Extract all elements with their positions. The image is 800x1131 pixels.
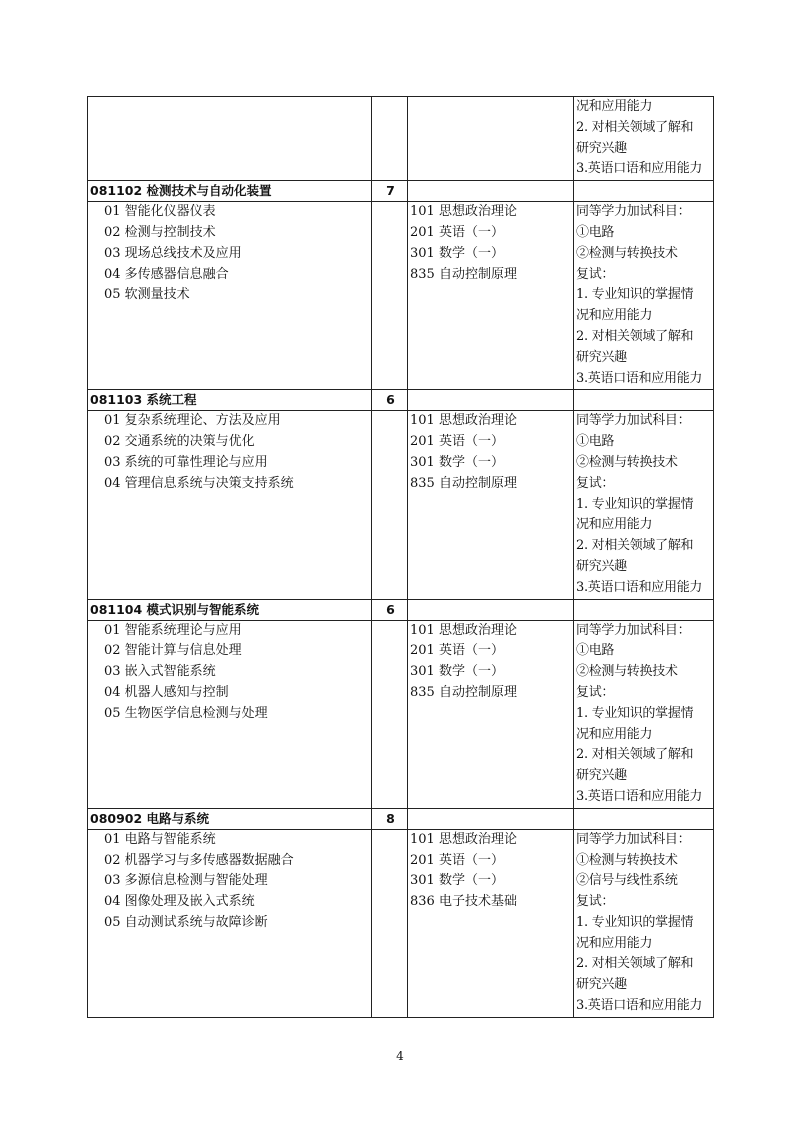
- major-code-name: 080902 电路与系统: [88, 808, 372, 829]
- header-blank-cell: [574, 181, 714, 202]
- header-blank-cell: [408, 808, 574, 829]
- major-code-name: 081102 检测技术与自动化装置: [88, 181, 372, 202]
- header-blank-cell: [574, 808, 714, 829]
- note-line: 况和应用能力: [576, 517, 653, 533]
- direction-item: 04 多传感器信息融合: [104, 266, 229, 282]
- direction-item: 02 交通系统的决策与优化: [104, 434, 255, 450]
- exam-subjects: [408, 411, 574, 599]
- note-line: ①电路: [576, 643, 615, 659]
- header-blank-cell: [408, 181, 574, 202]
- exam-item: 101 思想政治理论: [410, 831, 517, 847]
- note-line: 2. 对相关领域了解和: [576, 119, 694, 135]
- header-blank-cell: [408, 599, 574, 620]
- exam-item: 201 英语（一）: [410, 852, 504, 868]
- remarks: [574, 829, 714, 1017]
- major-quota: 6: [372, 390, 408, 411]
- note-line: ①电路: [576, 434, 615, 450]
- note-line: 2. 对相关领域了解和: [576, 328, 694, 344]
- major-header-row: [88, 181, 714, 202]
- major-quota: 8: [372, 808, 408, 829]
- exam-subjects: [408, 202, 574, 390]
- note-line: 复试：: [576, 684, 615, 700]
- note-line: 3.英语口语和应用能力: [576, 370, 703, 386]
- remarks: [574, 202, 714, 390]
- exam-item: 835 自动控制原理: [410, 684, 517, 700]
- major-code-name: 081104 模式识别与智能系统: [88, 599, 372, 620]
- direction-item: 01 智能系统理论与应用: [104, 622, 242, 638]
- exam-item: 836 电子技术基础: [410, 894, 517, 910]
- note-line: 2. 对相关领域了解和: [576, 747, 694, 763]
- note-line: 研究兴趣: [576, 140, 627, 156]
- direction-item: 03 多源信息检测与智能处理: [104, 873, 268, 889]
- detail-blank-cell: [372, 620, 408, 808]
- exam-item: 301 数学（一）: [410, 245, 504, 261]
- note-line: ②信号与线性系统: [576, 873, 678, 889]
- direction-item: 01 智能化仪器仪表: [104, 204, 216, 220]
- research-directions: [88, 620, 372, 808]
- direction-item: 03 系统的可靠性理论与应用: [104, 454, 268, 470]
- note-line: 研究兴趣: [576, 558, 627, 574]
- direction-item: 04 管理信息系统与决策支持系统: [104, 475, 294, 491]
- remarks: [574, 411, 714, 599]
- direction-item: 02 检测与控制技术: [104, 224, 216, 240]
- major-header-row: [88, 390, 714, 411]
- note-line: ②检测与转换技术: [576, 664, 678, 680]
- note-line: 1. 专业知识的掌握情: [576, 914, 694, 930]
- note-line: 况和应用能力: [576, 308, 653, 324]
- note-line: 3.英语口语和应用能力: [576, 998, 703, 1014]
- note-line: 2. 对相关领域了解和: [576, 956, 694, 972]
- note-line: 同等学力加试科目：: [576, 831, 691, 847]
- major-detail-row: [88, 829, 714, 1017]
- carryover-exams: [408, 97, 574, 181]
- exam-subjects: [408, 829, 574, 1017]
- major-quota: 6: [372, 599, 408, 620]
- exam-subjects: [408, 620, 574, 808]
- note-line: 3.英语口语和应用能力: [576, 161, 703, 177]
- direction-item: 03 嵌入式智能系统: [104, 664, 216, 680]
- note-line: 况和应用能力: [576, 726, 653, 742]
- exam-item: 835 自动控制原理: [410, 475, 517, 491]
- note-line: 1. 专业知识的掌握情: [576, 287, 694, 303]
- note-line: 3.英语口语和应用能力: [576, 579, 703, 595]
- direction-item: 05 自动测试系统与故障诊断: [104, 914, 268, 930]
- note-line: 复试：: [576, 475, 615, 491]
- page-number: 4: [396, 1049, 404, 1063]
- exam-item: 301 数学（一）: [410, 873, 504, 889]
- note-line: ①检测与转换技术: [576, 852, 678, 868]
- direction-item: 05 软测量技术: [104, 287, 190, 303]
- note-line: 复试：: [576, 894, 615, 910]
- carryover-row: [88, 97, 714, 181]
- note-line: 研究兴趣: [576, 977, 627, 993]
- remarks: [574, 620, 714, 808]
- note-line: ①电路: [576, 224, 615, 240]
- header-blank-cell: [574, 599, 714, 620]
- major-detail-row: [88, 620, 714, 808]
- major-detail-row: [88, 202, 714, 390]
- note-line: 复试：: [576, 266, 615, 282]
- direction-item: 03 现场总线技术及应用: [104, 245, 242, 261]
- note-line: 3.英语口语和应用能力: [576, 788, 703, 804]
- carryover-notes: [574, 97, 714, 181]
- exam-item: 201 英语（一）: [410, 643, 504, 659]
- note-line: 况和应用能力: [576, 99, 653, 114]
- exam-item: 101 思想政治理论: [410, 204, 517, 220]
- detail-blank-cell: [372, 411, 408, 599]
- exam-item: 101 思想政治理论: [410, 413, 517, 429]
- research-directions: [88, 411, 372, 599]
- research-directions: [88, 829, 372, 1017]
- enrollment-table: [87, 96, 714, 1018]
- direction-item: 05 生物医学信息检测与处理: [104, 705, 268, 721]
- major-detail-row: [88, 411, 714, 599]
- header-blank-cell: [574, 390, 714, 411]
- direction-item: 04 机器人感知与控制: [104, 684, 229, 700]
- exam-item: 301 数学（一）: [410, 454, 504, 470]
- header-blank-cell: [408, 390, 574, 411]
- note-line: 同等学力加试科目：: [576, 622, 691, 638]
- direction-item: 02 智能计算与信息处理: [104, 643, 242, 659]
- note-line: 1. 专业知识的掌握情: [576, 496, 694, 512]
- note-line: 况和应用能力: [576, 935, 653, 951]
- detail-blank-cell: [372, 202, 408, 390]
- exam-item: 301 数学（一）: [410, 664, 504, 680]
- note-line: 2. 对相关领域了解和: [576, 538, 694, 554]
- major-header-row: [88, 599, 714, 620]
- research-directions: [88, 202, 372, 390]
- exam-item: 201 英语（一）: [410, 434, 504, 450]
- exam-item: 835 自动控制原理: [410, 266, 517, 282]
- note-line: 研究兴趣: [576, 768, 627, 784]
- note-line: 同等学力加试科目：: [576, 413, 691, 429]
- note-line: ②检测与转换技术: [576, 454, 678, 470]
- direction-item: 04 图像处理及嵌入式系统: [104, 894, 255, 910]
- detail-blank-cell: [372, 829, 408, 1017]
- direction-item: 02 机器学习与多传感器数据融合: [104, 852, 294, 868]
- major-header-row: [88, 808, 714, 829]
- carryover-quota: [372, 97, 408, 181]
- direction-item: 01 电路与智能系统: [104, 831, 216, 847]
- exam-item: 101 思想政治理论: [410, 622, 517, 638]
- note-line: 同等学力加试科目：: [576, 204, 691, 220]
- carryover-directions: [88, 97, 372, 181]
- note-line: 研究兴趣: [576, 349, 627, 365]
- direction-item: 01 复杂系统理论、方法及应用: [104, 413, 281, 429]
- major-quota: 7: [372, 181, 408, 202]
- note-line: 1. 专业知识的掌握情: [576, 705, 694, 721]
- note-line: ②检测与转换技术: [576, 245, 678, 261]
- major-code-name: 081103 系统工程: [88, 390, 372, 411]
- exam-item: 201 英语（一）: [410, 224, 504, 240]
